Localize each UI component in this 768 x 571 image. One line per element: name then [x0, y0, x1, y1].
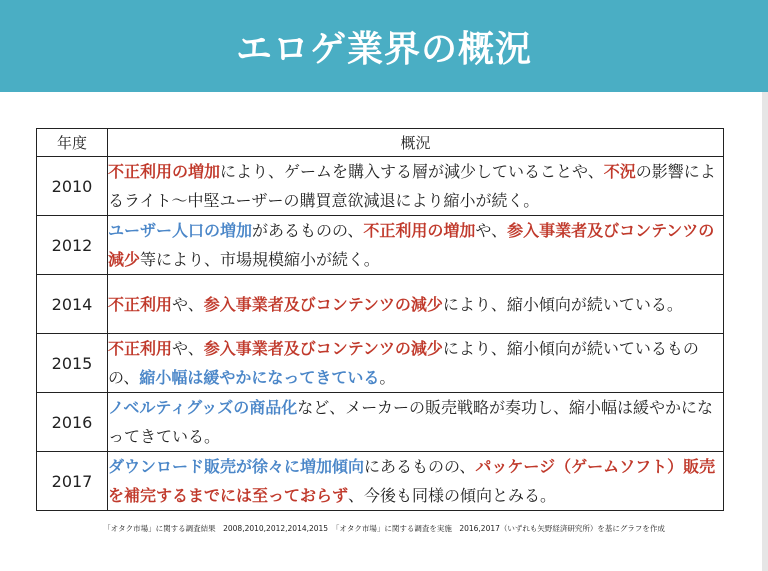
table-row [37, 275, 724, 334]
negative-factor-text: 不正利用の増加 [108, 162, 221, 181]
right-edge-strip [762, 92, 768, 571]
year-cell: 2010 [37, 157, 108, 216]
overview-text: や、 [475, 221, 508, 240]
year-cell: 2012 [37, 216, 108, 275]
overview-text: など、メーカーの販売戦略が奏功し、縮小幅は緩やかになってきている。 [108, 398, 713, 446]
positive-factor-text: ノベルティグッズの商品化 [108, 398, 298, 417]
source-note: 「オタク市場」に関する調査結果 2008,2010,2012,2014,2015 「オタク市場」に関する調査を実施 2016,2017（いずれも矢野経済研究所）を基にグラフを作成 [103, 524, 665, 533]
year-cell: 2016 [37, 393, 108, 452]
table-row [37, 393, 724, 452]
overview-text: により、縮小傾向が続いている。 [442, 294, 683, 314]
overview-text: があるものの、 [252, 221, 364, 240]
negative-factor-text: 参入事業者及びコンテンツの減少 [108, 221, 715, 269]
overview-text: にあるものの、 [364, 457, 476, 476]
overview-table [36, 128, 724, 511]
table-row [37, 216, 724, 275]
year-cell: 2014 [37, 275, 108, 334]
positive-factor-text: ユーザー人口の増加 [108, 221, 253, 240]
overview-cell [108, 452, 724, 511]
negative-factor-text: 不況 [603, 162, 636, 181]
column-header-overview: 概況 [108, 129, 724, 157]
table-body [37, 157, 724, 511]
year-cell: 2015 [37, 334, 108, 393]
overview-text: 等により、市場規模縮小が続く。 [140, 250, 380, 269]
table-row [37, 334, 724, 393]
overview-cell [108, 216, 724, 275]
overview-text: 。 [379, 368, 396, 387]
positive-factor-text: ダウンロード販売が徐々に増加傾向 [108, 457, 365, 476]
negative-factor-text: パッケージ（ゲームソフト）販売を補完するまでには至っておらず [108, 457, 716, 505]
overview-cell [108, 334, 724, 393]
overview-cell [108, 157, 724, 216]
positive-factor-text: 縮小幅は緩やかになってきている [139, 368, 380, 387]
negative-factor-text: 参入事業者及びコンテンツの減少 [203, 339, 443, 358]
overview-text: の影響によるライト～中堅ユーザーの購買意欲減退により縮小が続く。 [108, 162, 716, 210]
table-header-row [37, 129, 724, 157]
overview-text: により、ゲームを購入する層が減少していることや、 [220, 162, 604, 181]
table-row [37, 157, 724, 216]
year-cell: 2017 [37, 452, 108, 511]
overview-text: 、今後も同様の傾向とみる。 [348, 486, 557, 505]
column-header-year: 年度 [37, 129, 108, 157]
overview-text: により、縮小傾向が続いているものの、 [108, 339, 699, 387]
title-banner [0, 0, 768, 92]
overview-text: や、 [172, 339, 204, 358]
negative-factor-text: 不正利用 [108, 339, 173, 358]
negative-factor-text: 不正利用の増加 [363, 221, 476, 240]
overview-cell [108, 275, 724, 334]
negative-factor-text: 不正利用 [108, 294, 173, 314]
overview-cell [108, 393, 724, 452]
negative-factor-text: 参入事業者及びコンテンツの減少 [203, 294, 443, 314]
overview-text: や、 [172, 294, 204, 314]
table-row [37, 452, 724, 511]
page-title: エロゲ業界の概況 [235, 28, 532, 70]
